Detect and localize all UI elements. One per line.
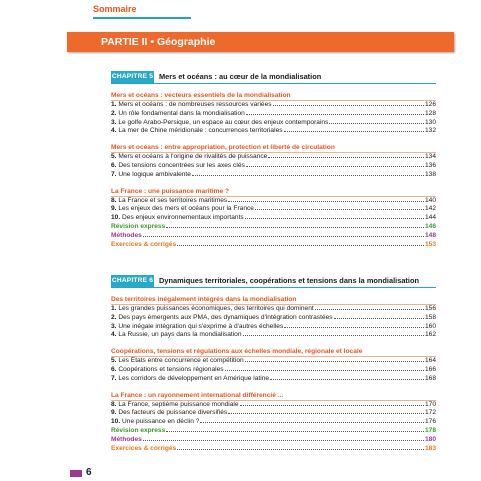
toc-entry-text: Coopérations et tensions régionales bbox=[118, 365, 224, 373]
toc-entry-text: Méthodes bbox=[111, 435, 142, 443]
toc-entry[interactable] bbox=[111, 357, 436, 366]
dot-leader bbox=[246, 114, 424, 115]
toc-entry-number: 7. bbox=[111, 374, 117, 382]
dot-leader bbox=[315, 309, 424, 310]
toc-entry-text: Exercices & corrigés bbox=[111, 444, 177, 452]
toc-entry-text: Révision express bbox=[111, 426, 166, 434]
toc-entry-text: Exercices & corrigés bbox=[111, 240, 177, 248]
toc-entry-label bbox=[111, 305, 314, 314]
toc-entry-label bbox=[111, 375, 269, 384]
dot-leader bbox=[284, 327, 424, 328]
dot-leader bbox=[177, 245, 424, 246]
dot-leader bbox=[192, 175, 424, 176]
toc-entry-page: 158 bbox=[424, 313, 436, 321]
section-heading: Mers et océans : vecteurs essentiels de la mondialisation bbox=[111, 91, 436, 101]
toc-entry[interactable] bbox=[111, 101, 436, 110]
dot-leader bbox=[284, 131, 424, 132]
toc-entry-text: Des facteurs de puissance diversifiés bbox=[118, 409, 228, 417]
dot-leader bbox=[273, 105, 424, 106]
toc-entry-label bbox=[111, 401, 239, 410]
toc-entry-text: La Russie, un pays dans la mondialisation bbox=[118, 331, 242, 339]
toc-entry-label bbox=[111, 418, 199, 427]
dot-leader bbox=[177, 449, 424, 450]
toc-entry[interactable] bbox=[111, 119, 436, 128]
toc-entry-text: Le golfe Arabo-Persique, un espace au cœur des enjeux contemporains bbox=[118, 118, 329, 126]
toc-entry-number: 2. bbox=[111, 109, 117, 117]
toc-entry-number: 10. bbox=[111, 214, 121, 222]
toc-entry-label bbox=[111, 162, 245, 171]
dot-leader bbox=[243, 335, 424, 336]
toc-entry-page: 132 bbox=[424, 127, 436, 135]
toc-entry[interactable] bbox=[111, 153, 436, 162]
toc-entry-label bbox=[111, 171, 191, 180]
toc-entry-label bbox=[111, 366, 224, 375]
toc-entry-text: Méthodes bbox=[111, 231, 142, 239]
toc-entry-label bbox=[111, 101, 272, 110]
partie-title: PARTIE II • Géographie bbox=[101, 36, 216, 48]
dot-leader bbox=[246, 166, 424, 167]
toc-entry-label bbox=[111, 153, 267, 162]
toc-entry-number: 8. bbox=[111, 196, 117, 204]
toc-entry-label bbox=[111, 119, 328, 128]
toc-entry-text: Mers et océans : de nombreuses ressources variées bbox=[118, 101, 272, 108]
section-heading: Des territoires inégalement intégrés dans la mondialisation bbox=[111, 295, 436, 305]
toc-entry[interactable] bbox=[111, 427, 436, 436]
toc-entry-number: 2. bbox=[111, 313, 117, 321]
partie-banner bbox=[67, 32, 454, 52]
dot-leader bbox=[245, 361, 424, 362]
toc-entry-page: 162 bbox=[424, 331, 436, 339]
chapter-header bbox=[111, 275, 436, 288]
toc-entry-label bbox=[111, 445, 176, 454]
toc-entry-page: 126 bbox=[424, 101, 436, 108]
toc-entry[interactable] bbox=[111, 366, 436, 375]
toc-entry-page: 140 bbox=[424, 196, 436, 204]
toc-entry-page: 144 bbox=[424, 214, 436, 222]
toc-entry-text: Un rôle fondamental dans la mondialisation bbox=[118, 109, 245, 117]
toc-entry-page: 166 bbox=[424, 365, 436, 373]
toc-entry[interactable] bbox=[111, 197, 436, 206]
toc-entry-text: Une puissance en déclin ? bbox=[122, 418, 200, 426]
toc-entry[interactable] bbox=[111, 305, 436, 314]
toc-entry-label bbox=[111, 357, 244, 366]
toc-entry[interactable] bbox=[111, 241, 436, 250]
toc-entry[interactable] bbox=[111, 323, 436, 332]
toc-entry-text: Des pays émergents aux PMA, des dynamiques d'intégration contrastées bbox=[118, 313, 333, 321]
toc-entry[interactable] bbox=[111, 436, 436, 445]
toc-entry[interactable] bbox=[111, 162, 436, 171]
dot-leader bbox=[143, 236, 424, 237]
toc-entry-label bbox=[111, 197, 227, 206]
dot-leader bbox=[228, 413, 424, 414]
section-heading: Mers et océans : entre appropriation, protection et liberté de circulation bbox=[111, 143, 436, 153]
toc-entry-page: 153 bbox=[424, 240, 436, 248]
toc-entry-text: Les corridors de développement en Amérique latine bbox=[118, 374, 269, 382]
dot-leader bbox=[268, 157, 424, 158]
section-heading: Coopérations, tensions et régulations aux échelles mondiale, régionale et locale bbox=[111, 347, 436, 357]
toc-entry-text: Une logique ambivalente bbox=[118, 170, 191, 178]
toc-entry-number: 1. bbox=[111, 305, 117, 312]
toc-entry-page: 130 bbox=[424, 118, 436, 126]
toc-entry[interactable] bbox=[111, 110, 436, 119]
toc-entry-label bbox=[111, 214, 244, 223]
toc-entry-number: 3. bbox=[111, 118, 117, 126]
toc-entry-label bbox=[111, 409, 227, 418]
toc-entry-page: 156 bbox=[424, 305, 436, 312]
toc-entry[interactable] bbox=[111, 223, 436, 232]
dot-leader bbox=[255, 209, 424, 210]
toc-entry-text: Une inégale intégration qui s'exprime à d'autres échelles bbox=[118, 322, 284, 330]
dot-leader bbox=[329, 123, 424, 124]
toc-entry-page: 146 bbox=[424, 222, 436, 230]
toc-entry-number: 3. bbox=[111, 322, 117, 330]
dot-leader bbox=[240, 405, 424, 406]
toc-entry[interactable] bbox=[111, 375, 436, 384]
toc-entry-page: 134 bbox=[424, 153, 436, 161]
toc-entry-text: La France, septième puissance mondiale bbox=[118, 400, 239, 408]
toc-entry-label bbox=[111, 241, 176, 250]
sommaire-label: Sommaire bbox=[93, 4, 137, 14]
footer-color-mark bbox=[70, 470, 82, 477]
toc-entry-label bbox=[111, 427, 165, 436]
toc-entry-label bbox=[111, 232, 142, 241]
section-heading: La France : un rayonnement international différencié ... bbox=[111, 391, 436, 401]
chapter-badge: CHAPITRE 6 bbox=[111, 275, 154, 287]
toc-entry-page: 172 bbox=[424, 409, 436, 417]
toc-entry-number: 10. bbox=[111, 418, 121, 426]
dot-leader bbox=[270, 379, 424, 380]
toc-entry-text: Les enjeux des mers et océans pour la France bbox=[118, 205, 254, 213]
dot-leader bbox=[334, 318, 424, 319]
toc-entry-page: 168 bbox=[424, 374, 436, 382]
toc-entry-page: 180 bbox=[424, 435, 436, 443]
toc-entry-page: 176 bbox=[424, 418, 436, 426]
chapter-header bbox=[111, 71, 436, 84]
toc-entry[interactable] bbox=[111, 127, 436, 136]
chapter-6-section bbox=[111, 275, 436, 453]
toc-entry-label bbox=[111, 331, 242, 340]
dot-leader bbox=[166, 431, 424, 432]
dot-leader bbox=[166, 227, 424, 228]
toc-entry[interactable] bbox=[111, 331, 436, 340]
toc-entry-number: 6. bbox=[111, 161, 117, 169]
toc-entry[interactable] bbox=[111, 232, 436, 241]
toc-entry-text: Les grandes puissances économiques, des territoires qui dominent bbox=[118, 305, 314, 312]
toc-entry-page: 160 bbox=[424, 322, 436, 330]
toc-entry-page: 178 bbox=[424, 426, 436, 434]
section-heading: La France : une puissance maritime ? bbox=[111, 187, 436, 197]
toc-entry-number: 5. bbox=[111, 153, 117, 161]
toc-entry-label bbox=[111, 127, 283, 136]
chapter-badge: CHAPITRE 5 bbox=[111, 71, 154, 83]
toc-entry-label bbox=[111, 110, 245, 119]
toc-entry-number: 1. bbox=[111, 101, 117, 108]
toc-entry-label bbox=[111, 436, 142, 445]
page-number: 6 bbox=[86, 467, 92, 478]
toc-entry-label bbox=[111, 223, 165, 232]
chapter-title: Mers et océans : au cœur de la mondialisation bbox=[159, 72, 322, 81]
toc-entry-page: 183 bbox=[424, 444, 436, 452]
dot-leader bbox=[245, 218, 424, 219]
toc-entry-text: Des tensions concentrées sur les axes clés bbox=[118, 161, 245, 169]
dot-leader bbox=[225, 370, 424, 371]
toc-entry-number: 9. bbox=[111, 409, 117, 417]
toc-entry-text: La mer de Chine méridionale : concurrences territoriales bbox=[118, 127, 283, 135]
chapter-5-section bbox=[111, 71, 436, 249]
toc-entry-number: 9. bbox=[111, 205, 117, 213]
toc-entry[interactable] bbox=[111, 214, 436, 223]
dot-leader bbox=[143, 440, 424, 441]
toc-entry-label bbox=[111, 323, 283, 332]
toc-entry[interactable] bbox=[111, 409, 436, 418]
toc-entry-text: La France et ses territoires maritimes bbox=[118, 196, 228, 204]
toc-entry-text: Des enjeux environnementaux importants bbox=[122, 214, 244, 222]
dot-leader bbox=[228, 201, 424, 202]
toc-entry[interactable] bbox=[111, 418, 436, 427]
toc-entry-page: 164 bbox=[424, 357, 436, 365]
toc-entry-page: 148 bbox=[424, 231, 436, 239]
toc-entry-page: 136 bbox=[424, 161, 436, 169]
toc-entry-page: 142 bbox=[424, 205, 436, 213]
dot-leader bbox=[200, 422, 424, 423]
toc-entry[interactable] bbox=[111, 445, 436, 454]
toc-entry-number: 8. bbox=[111, 400, 117, 408]
header-rule bbox=[93, 17, 191, 19]
toc-entry-label bbox=[111, 314, 333, 323]
toc-entry-number: 7. bbox=[111, 170, 117, 178]
toc-entry-text: Mers et océans à l'origine de rivalités de puissance bbox=[118, 153, 268, 161]
toc-entry-number: 4. bbox=[111, 331, 117, 339]
toc-entry-text: Révision express bbox=[111, 222, 166, 230]
chapter-title: Dynamiques territoriales, coopérations et tensions dans la mondialisation bbox=[159, 276, 419, 285]
toc-entry[interactable] bbox=[111, 401, 436, 410]
toc-entry-number: 6. bbox=[111, 365, 117, 373]
toc-entry-number: 5. bbox=[111, 357, 117, 365]
toc-entry[interactable] bbox=[111, 314, 436, 323]
toc-entry-page: 138 bbox=[424, 170, 436, 178]
toc-entry-label bbox=[111, 205, 254, 214]
toc-entry-page: 170 bbox=[424, 400, 436, 408]
toc-entry-text: Les États entre concurrence et compétition bbox=[118, 357, 244, 365]
toc-entry[interactable] bbox=[111, 171, 436, 180]
toc-entry[interactable] bbox=[111, 205, 436, 214]
toc-entry-number: 4. bbox=[111, 127, 117, 135]
toc-entry-page: 128 bbox=[424, 109, 436, 117]
